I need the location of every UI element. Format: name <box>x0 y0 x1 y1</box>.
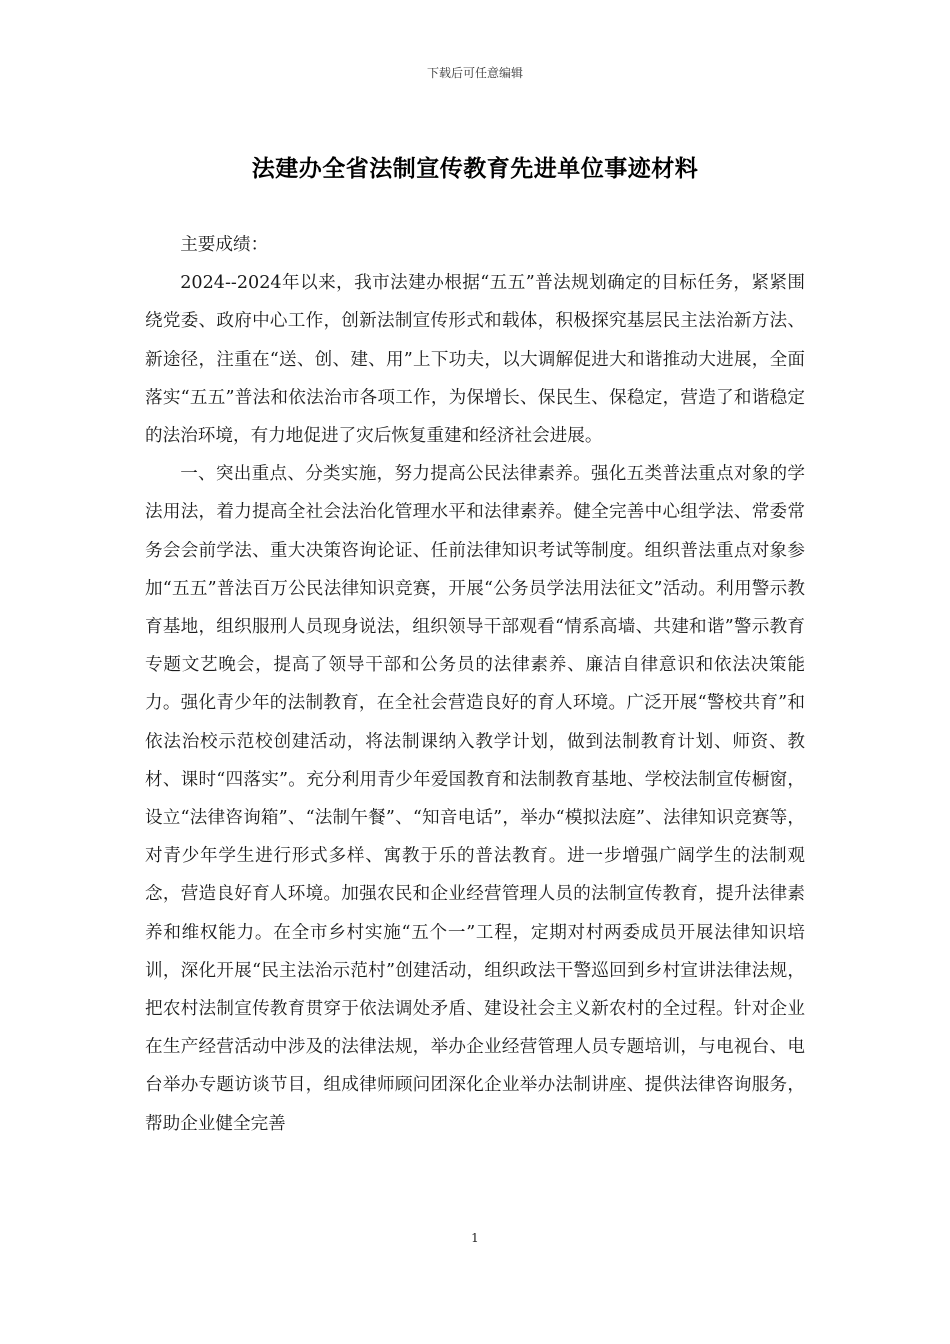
paragraph-intro: 2024--2024年以来，我市法建办根据“五五”普法规划确定的目标任务，紧紧围绕党委、政府中心工作，创新法制宣传形式和载体，积极探究基层民主法治新方法、新途径，注重在“送、创、建、用”上下功夫，以大调解促进大和谐推动大进展，全面落实“五五”普法和依法治市各项工作，为保增长、保民生、保稳定，营造了和谐稳定的法治环境，有力地促进了灾后恢复重建和经济社会进展。 <box>145 273 805 447</box>
page-number: 1 <box>471 1231 479 1245</box>
document-body <box>145 226 805 1143</box>
document-title: 法建办全省法制宣传教育先进单位事迹材料 <box>251 156 699 182</box>
paragraph-achievements-heading: 主要成绩： <box>180 235 269 255</box>
page-header-note: 下载后可任意编辑 <box>426 66 523 80</box>
paragraph-section-one: 一、突出重点、分类实施，努力提高公民法律素养。强化五类普法重点对象的学法用法，着力提高全社会法治化管理水平和法律素养。健全完善中心组学法、常委常务会会前学法、重大决策咨询论证、任前法律知识考试等制度。组织普法重点对象参加“五五”普法百万公民法律知识竞赛，开展“公务员学法用法征文”活动。利用警示教育基地，组织服刑人员现身说法，组织领导干部观看“情系高墙、共建和谐”警示教育专题文艺晚会，提高了领导干部和公务员的法律素养、廉洁自律意识和依法决策能力。强化青少年的法制教育，在全社会营造良好的育人环境。广泛开展“警校共育”和依法治校示范校创建活动，将法制课纳入教学计划，做到法制教育计划、师资、教材、课时“四落实”。充分利用青少年爱国教育和法制教育基地、学校法制宣传橱窗，设立“法律咨询箱”、“法制午餐”、“知音电话”，举办“模拟法庭”、法律知识竞赛等，对青少年学生进行形式多样、寓教于乐的普法教育。进一步增强广阔学生的法制观念，营造良好育人环境。加强农民和企业经营管理人员的法制宣传教育，提升法律素养和维权能力。在全市乡村实施“五个一”工程，定期对村两委成员开展法律知识培训，深化开展“民主法治示范村”创建活动，组织政法干警巡回到乡村宣讲法律法规，把农村法制宣传教育贯穿于依法调处矛盾、建设社会主义新农村的全过程。针对企业在生产经营活动中涉及的法律法规，举办企业经营管理人员专题培训，与电视台、电台举办专题访谈节目，组成律师顾问团深化企业举办法制讲座、提供法律咨询服务，帮助企业健全完善 <box>145 464 805 1134</box>
